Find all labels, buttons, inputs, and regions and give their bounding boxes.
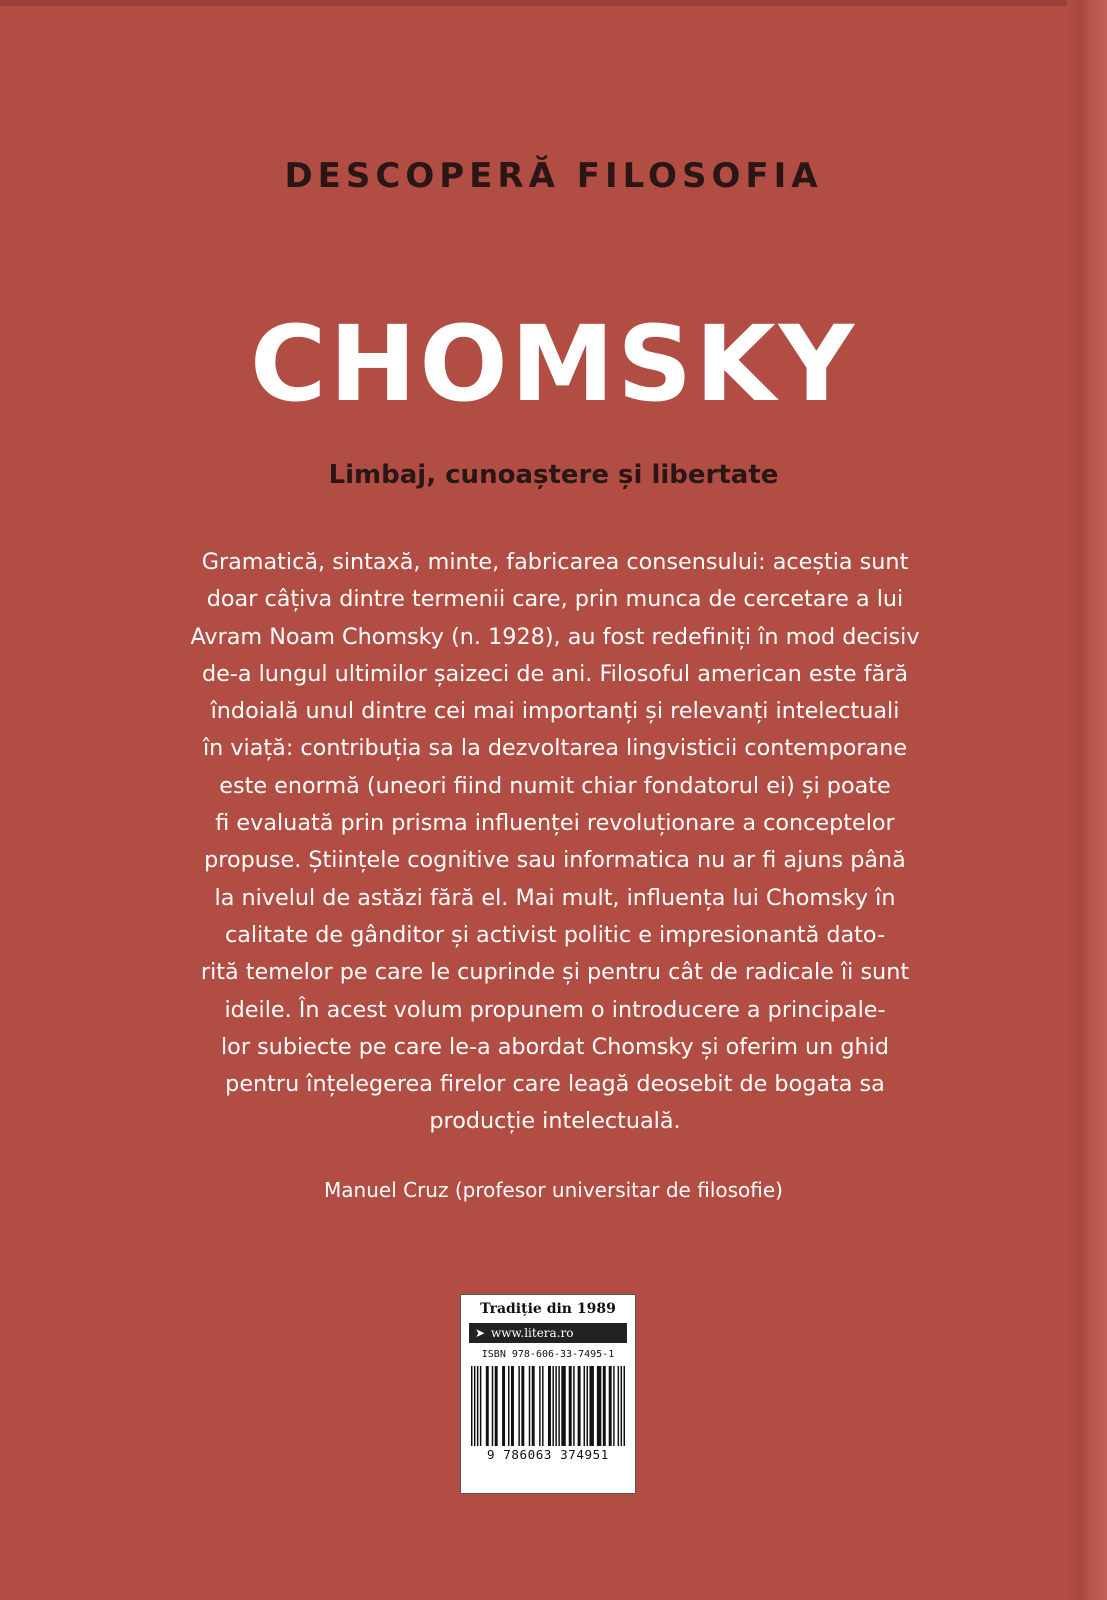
barcode-bar (511, 1366, 514, 1446)
barcode-bar (621, 1366, 622, 1446)
barcode-bars (469, 1366, 627, 1446)
barcode-bar (552, 1366, 553, 1446)
barcode-bar (480, 1366, 481, 1446)
blurb-line: doar câțiva dintre termenii care, prin munca de cercetare a lui (206, 586, 904, 613)
barcode-bar (477, 1366, 478, 1446)
spine-edge (1067, 0, 1107, 1600)
barcode-bar (555, 1366, 556, 1446)
barcode-bar (508, 1366, 509, 1446)
barcode-bar (609, 1366, 612, 1446)
blurb-line: ideile. În acest volum propunem o introducere a principale- (224, 996, 886, 1023)
barcode-bar (542, 1366, 543, 1446)
blurb-line: calitate de gânditor și activist politic e impresionantă dato- (224, 921, 886, 948)
barcode-bar (569, 1366, 572, 1446)
blurb-line: la nivelul de astăzi fără el. Mai mult, influența lui Chomsky în (214, 884, 896, 911)
barcode-bar (613, 1366, 614, 1446)
barcode-bar (624, 1366, 625, 1446)
barcode-bar (584, 1366, 585, 1446)
blurb-line: fi evaluată prin prisma influenței revoluționare a conceptelor (215, 810, 895, 837)
blurb-author: Manuel Cruz (profesor universitar de filosofie) (324, 1178, 783, 1202)
barcode-bar (492, 1366, 493, 1446)
barcode-bar (539, 1366, 540, 1446)
barcode-bar (618, 1366, 619, 1446)
blurb-line: producție intelectuală. (429, 1108, 681, 1135)
blurb-line: de-a lungul ultimilor șaizeci de ani. Filosoful american este fără (201, 660, 909, 687)
barcode-bar (578, 1366, 581, 1446)
barcode-bar (589, 1366, 593, 1446)
publisher-website: www.litera.ro (491, 1326, 574, 1340)
blurb-line: este enormă (uneori fiind numit chiar fondatorul ei) și poate (219, 772, 891, 799)
barcode-bar (597, 1366, 601, 1446)
blurb-line: Gramatică, sintaxă, minte, fabricarea consensului: aceștia sunt (201, 549, 909, 575)
barcode-digits: 9 786063 374951 (487, 1447, 609, 1462)
blurb-line: pentru înțelegerea firelor care leagă deosebit de bogata sa (225, 1071, 885, 1098)
blurb-line: în viață: contribuția sa la dezvoltarea lingvisticii contemporane (202, 735, 908, 762)
barcode-bar (474, 1366, 475, 1446)
barcode-bar (521, 1366, 524, 1446)
barcode-bar (471, 1366, 472, 1446)
barcode-bar (495, 1366, 498, 1446)
book-title: CHOMSKY (249, 303, 858, 425)
blurb-text (160, 544, 950, 1141)
barcode-bar (502, 1366, 505, 1446)
blurb-line: propuse. Științele cognitive sau informatica nu ar fi ajuns până (204, 847, 906, 874)
barcode-bar (518, 1366, 519, 1446)
blurb-line: lor subiecte pe care le-a abordat Chomsky și oferim un ghid (220, 1033, 889, 1060)
blurb-line: rită temelor pe care le cuprinde și pentru cât de radicale îi sunt (200, 959, 910, 986)
barcode-bar (529, 1366, 530, 1446)
blurb-line: Avram Noam Chomsky (n. 1928), au fost redefiniți în mod decisiv (190, 623, 920, 650)
barcode-bar (558, 1366, 559, 1446)
isbn-text: ISBN 978-606-33-7495-1 (481, 1349, 615, 1360)
barcode-bar (587, 1366, 588, 1446)
series-title: DESCOPERĂ FILOSOFIA (284, 156, 823, 196)
blurb-line: îndoială unul dintre cei mai importanți și relevanți intelectuali (210, 698, 900, 725)
book-subtitle: Limbaj, cunoaștere și libertate (328, 460, 779, 490)
litera-bird-logo-icon: ➤ (474, 1326, 486, 1340)
cover-top-edge (0, 0, 1107, 6)
barcode-bar (548, 1366, 551, 1446)
barcode-bar (561, 1366, 565, 1446)
barcode-bar (603, 1366, 606, 1446)
barcode-bar (532, 1366, 535, 1446)
publisher-tradition: Tradiție din 1989 (480, 1301, 616, 1317)
barcode-bar (573, 1366, 574, 1446)
publisher-website-bar (469, 1323, 627, 1343)
barcode-label (460, 1294, 636, 1494)
barcode-bar (486, 1366, 489, 1446)
